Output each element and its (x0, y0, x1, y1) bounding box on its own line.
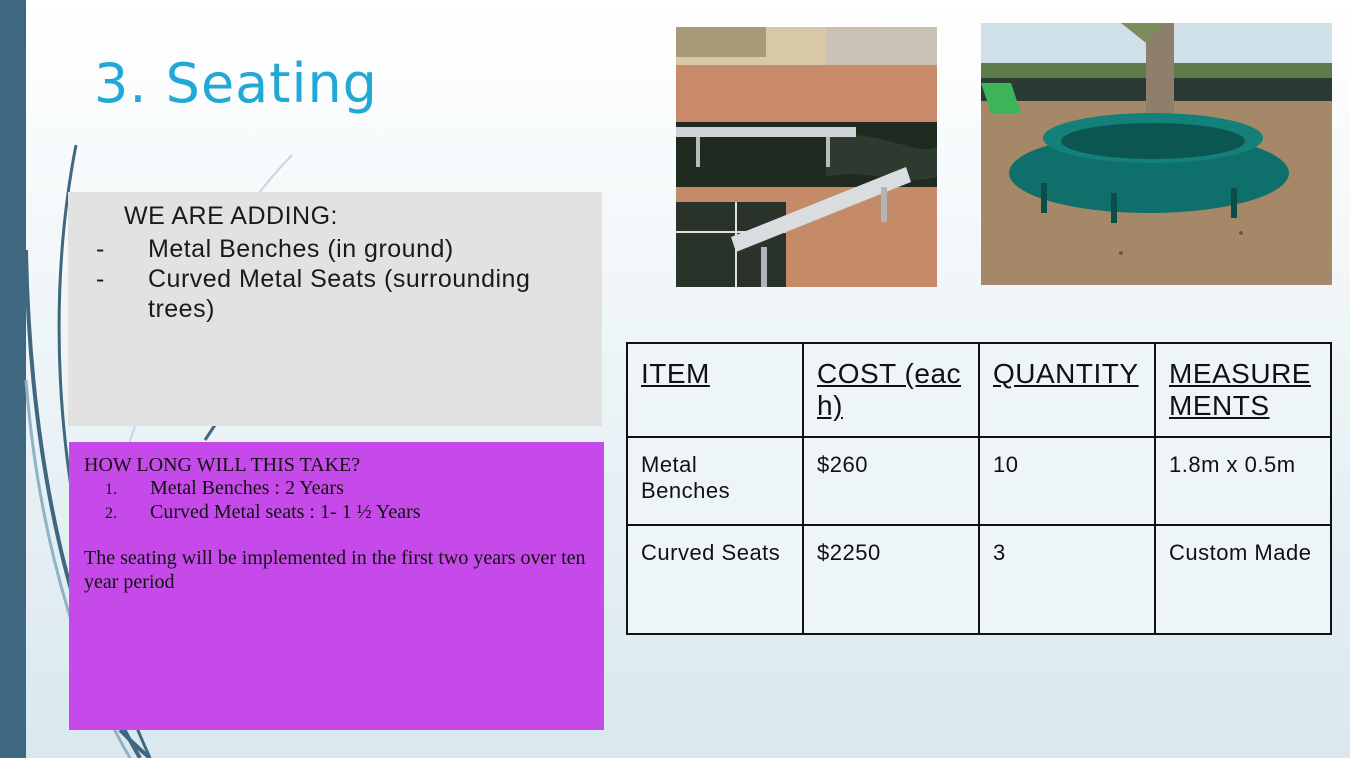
column-header-quantity: QUANTITY (979, 343, 1155, 437)
table-cell: 1.8m x 0.5m (1155, 437, 1331, 525)
column-header-item: ITEM (627, 343, 803, 437)
timeline-list (84, 477, 421, 525)
adding-heading: WE ARE ADDING: (124, 202, 338, 230)
list-item (96, 264, 548, 324)
table-row (627, 525, 1331, 634)
list-item (96, 234, 548, 264)
column-header-cost: COST (each) (803, 343, 979, 437)
bullet-dash: - (96, 265, 105, 293)
list-item (84, 501, 421, 525)
adding-box (68, 192, 602, 426)
timeline-note: The seating will be implemented in the first two years over ten year period (84, 547, 586, 593)
curved-tree-seat-photo (981, 23, 1332, 285)
metal-benches-photo (676, 27, 937, 287)
table-cell: 3 (979, 525, 1155, 634)
list-item-text: Metal Benches : 2 Years (150, 477, 344, 499)
list-item-text: Metal Benches (in ground) (148, 235, 454, 263)
slide-title: 3. Seating (94, 52, 378, 115)
list-item-text: Curved Metal seats : 1- 1 ½ Years (150, 501, 421, 523)
list-item-text: Curved Metal Seats (surrounding trees) (148, 265, 531, 323)
cost-table (626, 342, 1332, 635)
table-cell: Curved Seats (627, 525, 803, 634)
bullet-dash: - (96, 235, 105, 263)
list-number: 2. (105, 505, 117, 522)
column-header-measurements: MEASUREMENTS (1155, 343, 1331, 437)
table-cell: $2250 (803, 525, 979, 634)
table-cell: Custom Made (1155, 525, 1331, 634)
table-header-row (627, 343, 1331, 437)
table-cell: $260 (803, 437, 979, 525)
adding-list (96, 234, 548, 324)
table-row (627, 437, 1331, 525)
timeline-heading: HOW LONG WILL THIS TAKE? (84, 454, 361, 476)
list-item (84, 477, 421, 501)
table-cell: Metal Benches (627, 437, 803, 525)
table-cell: 10 (979, 437, 1155, 525)
list-number: 1. (105, 481, 117, 498)
timeline-box (69, 442, 604, 730)
